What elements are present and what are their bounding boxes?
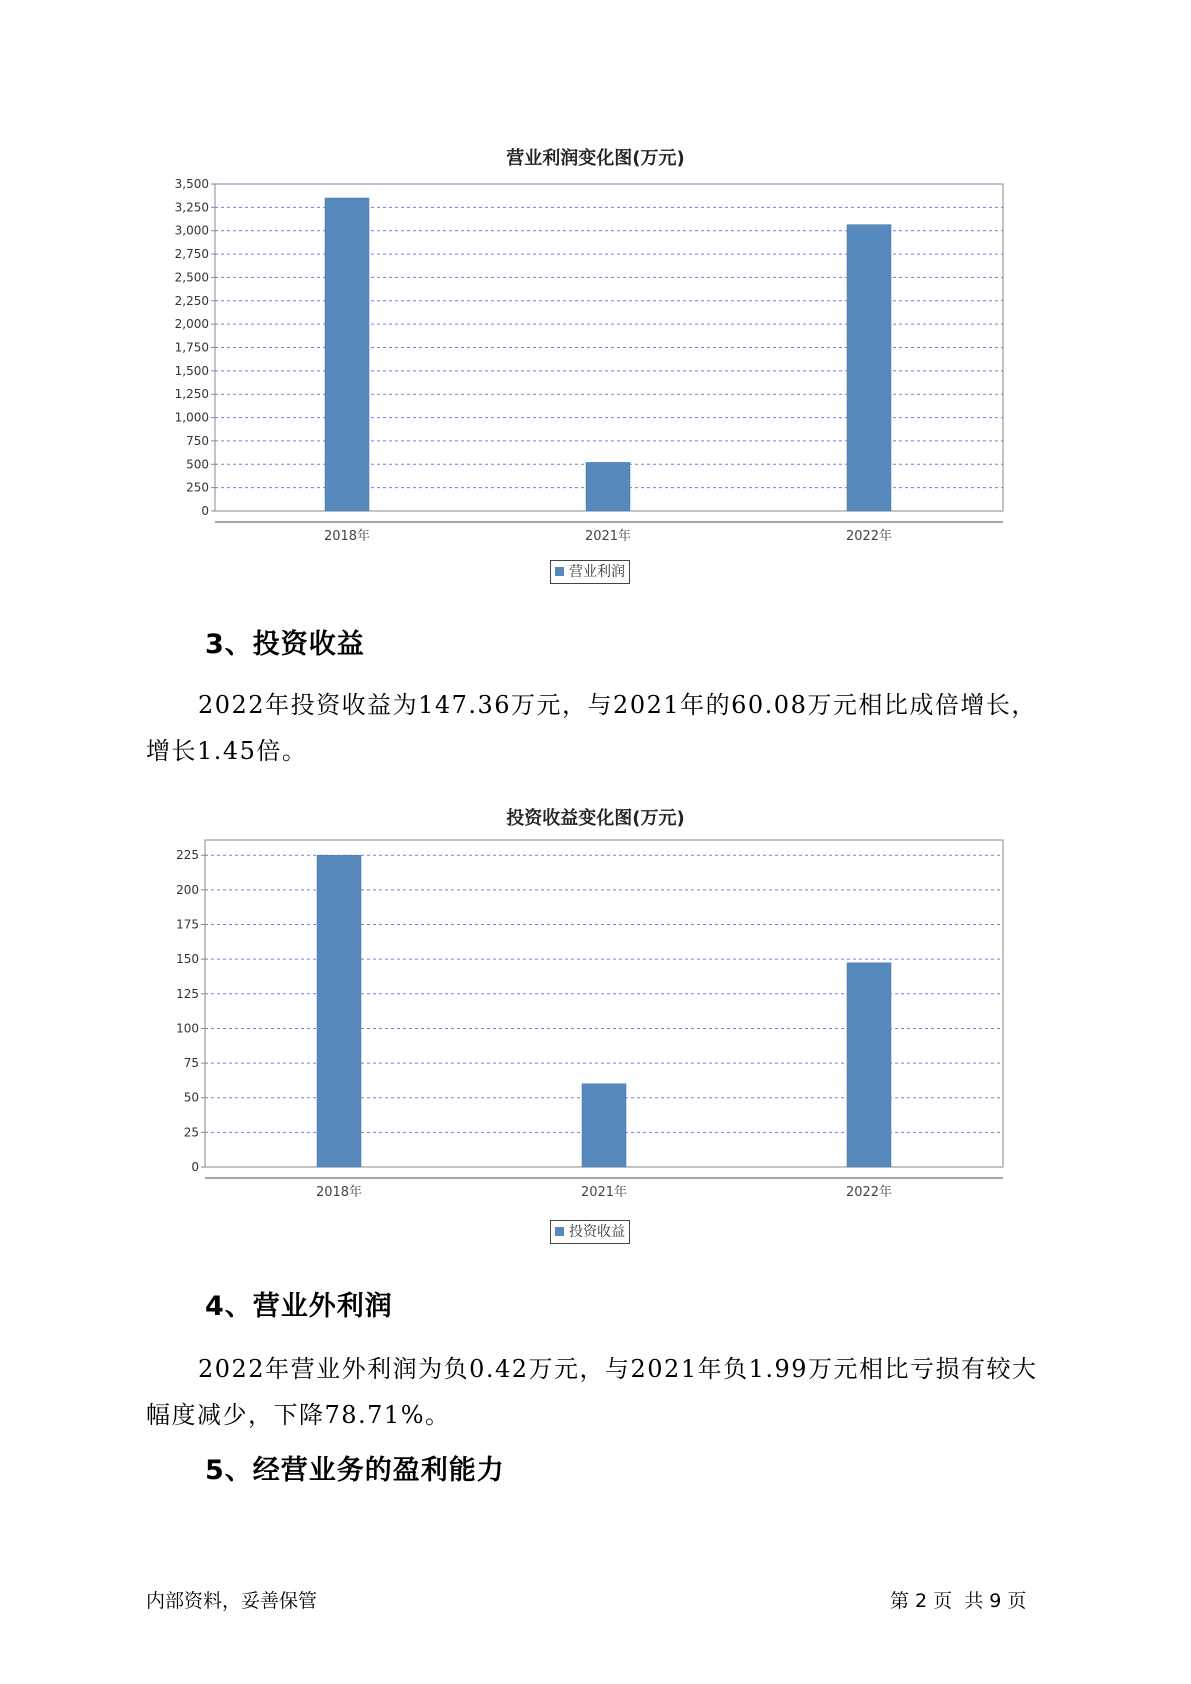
y-tick-label: 0 [201, 504, 209, 518]
paragraph-investment-income: 2022年投资收益为147.36万元，与2021年的60.08万元相比成倍增长，增长1.45倍。 [146, 691, 1037, 765]
section-heading-non-operating-profit: 4、营业外利润 [205, 1291, 393, 1322]
y-tick-label: 150 [176, 952, 199, 967]
legend-investment-income [550, 1220, 630, 1244]
x-tick-label: 2018年 [323, 529, 371, 544]
paragraph-non-operating-profit: 2022年营业外利润为负0.42万元，与2021年负1.99万元相比亏损有较大幅度减少，下降78.71%。 [146, 1355, 1038, 1429]
y-tick-label: 1,250 [174, 387, 209, 402]
legend-label: 投资收益 [569, 1224, 625, 1240]
y-tick-label: 3,250 [174, 200, 209, 215]
x-tick-label: 2022年 [845, 529, 893, 544]
bar-2021年 [582, 1084, 626, 1167]
y-tick-label: 25 [183, 1125, 199, 1140]
y-tick-label: 2,750 [174, 247, 209, 262]
x-tick-label: 2022年 [845, 1185, 893, 1200]
y-tick-label: 1,750 [174, 340, 209, 355]
y-tick-label: 75 [183, 1056, 199, 1071]
y-tick-label: 3,000 [174, 223, 209, 238]
legend-swatch [555, 1227, 564, 1236]
legend-label: 营业利润 [569, 564, 625, 580]
section-heading-business-profitability: 5、经营业务的盈利能力 [205, 1455, 505, 1486]
y-tick-label: 500 [186, 457, 209, 472]
x-tick-label: 2021年 [580, 1185, 628, 1200]
y-tick-label: 1,500 [174, 363, 209, 378]
chart-title-investment-income: 投资收益变化图(万元) [506, 808, 685, 829]
bar-2022年 [847, 963, 891, 1167]
chart-title-operating-profit: 营业利润变化图(万元) [506, 148, 685, 169]
y-tick-label: 1,000 [174, 410, 209, 425]
bar-2018年 [317, 855, 361, 1167]
y-tick-label: 125 [176, 986, 199, 1001]
y-tick-label: 200 [176, 882, 199, 897]
x-tick-label: 2021年 [584, 529, 632, 544]
y-tick-label: 250 [186, 480, 209, 495]
y-tick-label: 750 [186, 433, 209, 448]
y-tick-label: 2,500 [174, 270, 209, 285]
y-tick-label: 175 [176, 917, 199, 932]
y-tick-label: 3,500 [174, 177, 209, 191]
y-tick-label: 225 [176, 848, 199, 863]
x-tick-label: 2018年 [315, 1185, 363, 1200]
footer-confidential-note: 内部资料，妥善保管 [146, 1590, 318, 1612]
y-tick-label: 50 [183, 1090, 199, 1105]
footer-page-number: 第 2 页 共 9 页 [890, 1590, 1027, 1612]
section-heading-investment-income: 3、投资收益 [205, 629, 365, 660]
y-tick-label: 0 [191, 1160, 199, 1174]
y-tick-label: 2,250 [174, 293, 209, 308]
y-tick-label: 2,000 [174, 317, 209, 332]
y-tick-label: 100 [176, 1021, 199, 1036]
